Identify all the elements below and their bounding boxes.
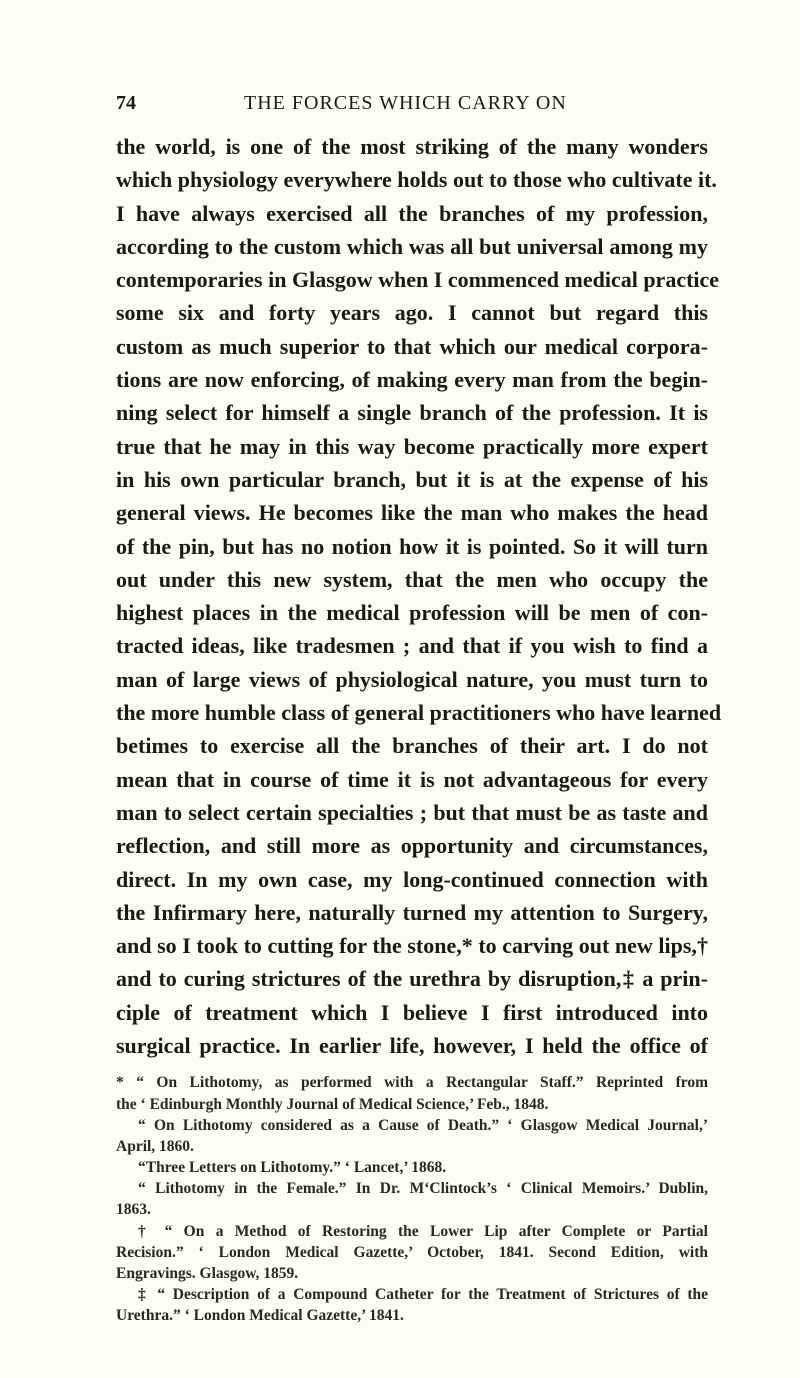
body-line: direct. In my own case, my long-continued connection with — [116, 866, 708, 892]
body-line: highest places in the medical profession will be men of con- — [116, 600, 708, 626]
footnote-line: ‡ “ Description of a Compound Catheter for the Treatment of Strictures of the — [138, 1286, 708, 1304]
body-line: which physiology everywhere holds out to those who cultivate it. — [116, 167, 717, 193]
footnote-line: 1863. — [116, 1201, 151, 1219]
body-line: surgical practice. In earlier life, however, I held the office of — [116, 1033, 708, 1059]
footnote-line: * “ On Lithotomy, as performed with a Rectangular Staff.” Reprinted from — [116, 1074, 708, 1092]
body-line: tions are now enforcing, of making every man from the begin- — [116, 367, 708, 393]
body-line: I have always exercised all the branches of my profession, — [116, 200, 708, 226]
body-line: the more humble class of general practitioners who have learned — [116, 700, 722, 726]
body-line: ciple of treatment which I believe I first introduced into — [116, 999, 708, 1025]
body-line: according to the custom which was all but universal among my — [116, 233, 708, 259]
body-line: mean that in course of time it is not advantageous for every — [116, 766, 708, 792]
body-line: out under this new system, that the men who occupy the — [116, 566, 708, 592]
body-line: and so I took to cutting for the stone,* to carving out new lips,† — [116, 933, 708, 959]
body-line: general views. He becomes like the man who makes the head — [116, 500, 708, 526]
body-line: man to select certain specialties ; but that must be as taste and — [116, 799, 708, 825]
footnote-line: “ Lithotomy in the Female.” In Dr. M‘Clintock’s ‘ Clinical Memoirs.’ Dublin, — [138, 1180, 708, 1198]
body-line: in his own particular branch, but it is at the expense of his — [116, 466, 708, 492]
body-line: of the pin, but has no notion how it is pointed. So it will turn — [116, 533, 708, 559]
body-line: contemporaries in Glasgow when I commenced medical practice — [116, 267, 720, 293]
footnote-line: † “ On a Method of Restoring the Lower Lip after Complete or Partial — [138, 1222, 708, 1240]
body-line: some six and forty years ago. I cannot but regard this — [116, 300, 708, 326]
footnote-line: “ On Lithotomy considered as a Cause of Death.” ‘ Glasgow Medical Journal,’ — [138, 1116, 708, 1134]
footnote-line: Urethra.” ‘ London Medical Gazette,’ 1841. — [116, 1307, 404, 1325]
footnote-line: Engravings. Glasgow, 1859. — [116, 1265, 299, 1282]
page-number: 74 — [116, 92, 136, 114]
footnotes — [116, 1072, 708, 1326]
body-line: true that he may in this way become practically more expert — [116, 433, 708, 459]
body-line: the world, is one of the most striking of the many wonders — [116, 134, 708, 159]
body-line: tracted ideas, like tradesmen ; and that if you wish to find a — [116, 633, 708, 659]
body-line: ning select for himself a single branch of the profession. It is — [116, 400, 708, 426]
body-line: reflection, and still more as opportunity and circumstances, — [116, 833, 708, 859]
body-line: the Infirmary here, naturally turned my attention to Surgery, — [116, 899, 708, 925]
page-header — [116, 92, 708, 122]
footnote-line: April, 1860. — [116, 1137, 194, 1155]
footnote-line: Recision.” ‘ London Medical Gazette,’ October, 1841. Second Edition, with — [116, 1243, 708, 1261]
body-line: betimes to exercise all the branches of their art. I do not — [116, 733, 708, 759]
running-head: THE FORCES WHICH CARRY ON — [244, 92, 567, 114]
footnote-line: “Three Letters on Lithotomy.” ‘ Lancet,’ 1868. — [138, 1159, 447, 1177]
body-line: and to curing strictures of the urethra by disruption,‡ a prin- — [116, 966, 708, 992]
main-text — [116, 130, 722, 1327]
body-line: man of large views of physiological nature, you must turn to — [116, 666, 708, 692]
body-line: custom as much superior to that which our medical corpora- — [116, 333, 708, 359]
body-paragraph — [116, 130, 722, 1062]
footnote-line: the ‘ Edinburgh Monthly Journal of Medical Science,’ Feb., 1848. — [116, 1095, 549, 1113]
